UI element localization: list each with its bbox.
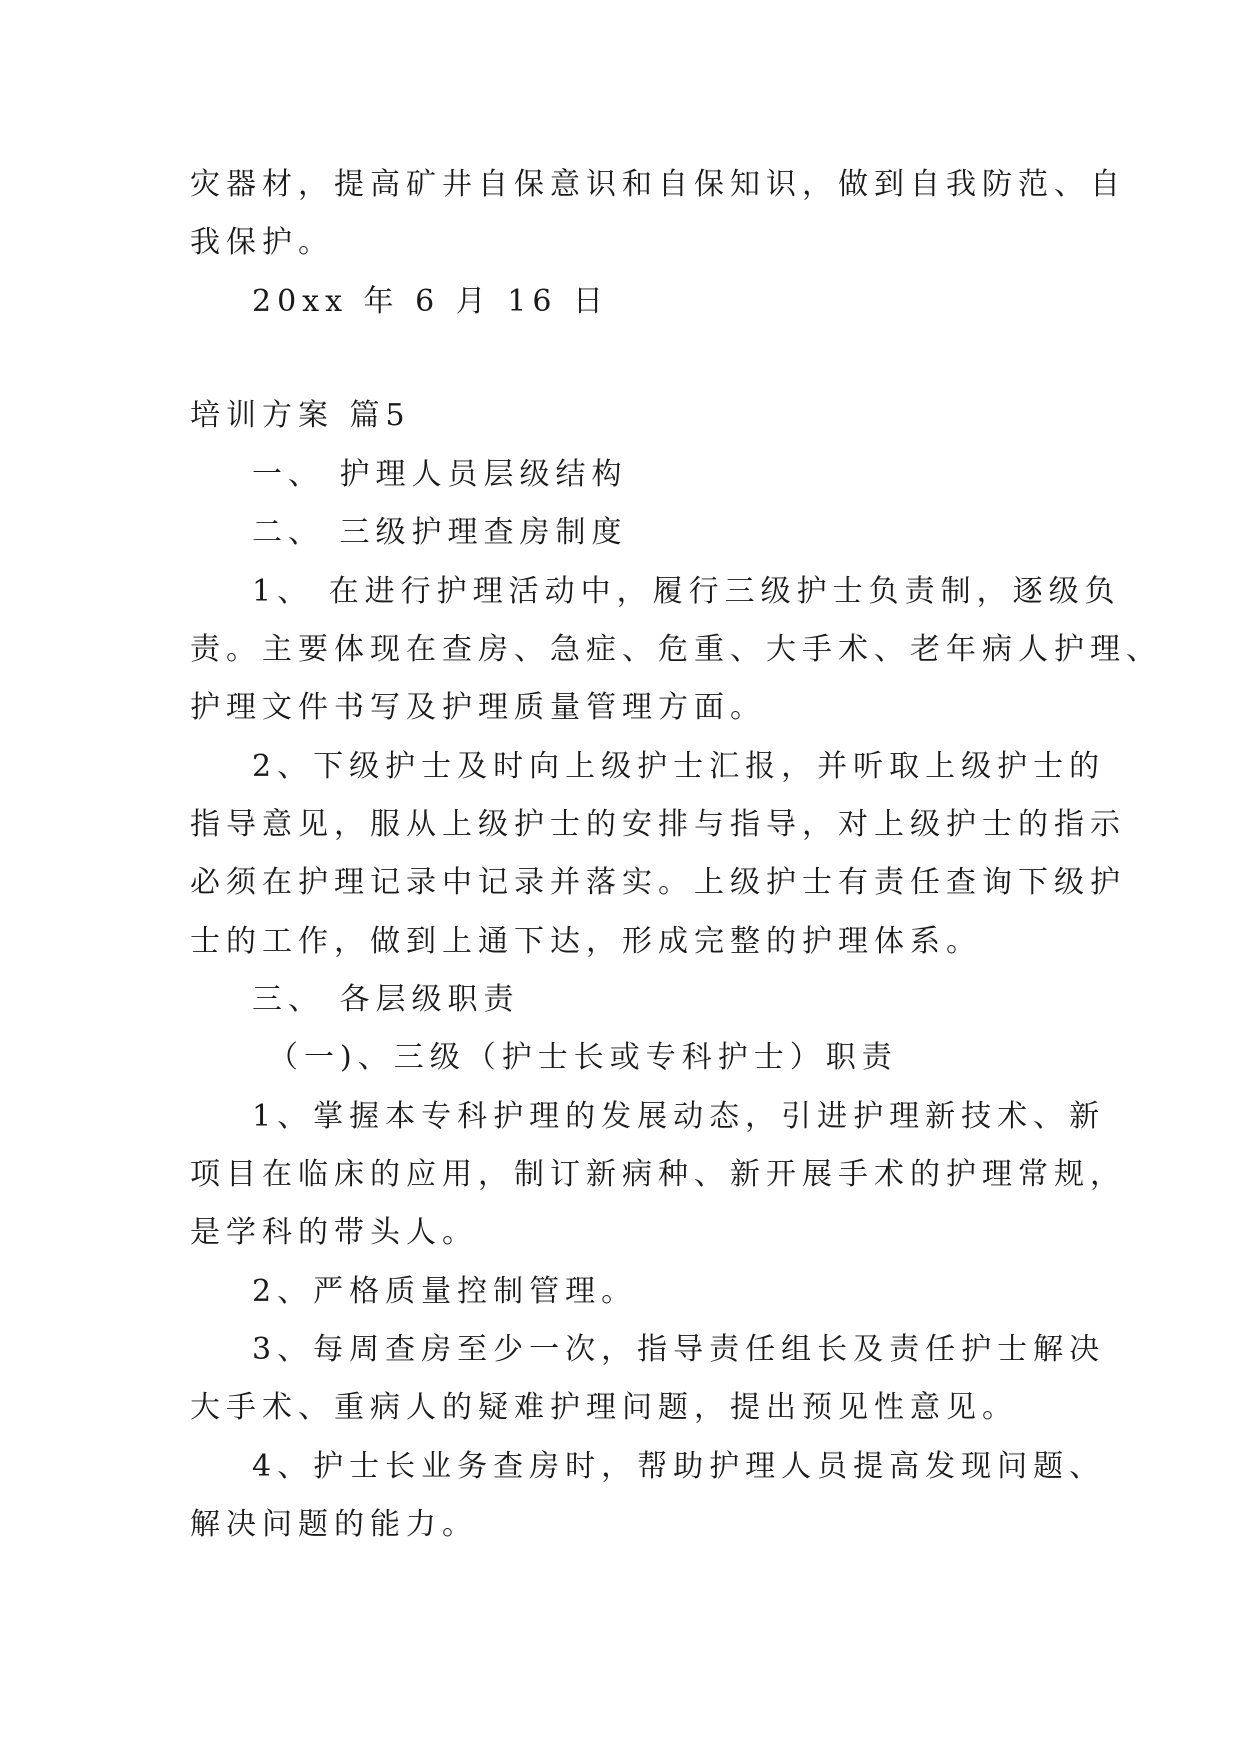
subheading-one: 一、 护理人员层级结构 — [252, 457, 628, 492]
paragraph-line: 指导意见，服从上级护士的安排与指导，对上级护士的指示 — [190, 807, 1126, 842]
paragraph-line: 解决问题的能力。 — [190, 1507, 478, 1542]
paragraph-line: 3、每周查房至少一次，指导责任组长及责任护士解决 — [252, 1332, 1106, 1367]
date-line: 20xx 年 6 月 16 日 — [252, 284, 609, 319]
paragraph-line: 士的工作，做到上通下达，形成完整的护理体系。 — [190, 924, 982, 959]
section-heading: 培训方案 篇5 — [190, 398, 411, 433]
paragraph-line: 2、下级护士及时向上级护士汇报，并听取上级护士的 — [252, 749, 1106, 784]
paragraph-line: 必须在护理记录中记录并落实。上级护士有责任查询下级护 — [190, 865, 1126, 900]
paragraph-line: 2、严格质量控制管理。 — [252, 1274, 638, 1309]
paragraph-line: 是学科的带头人。 — [190, 1215, 478, 1250]
paragraph-line: 灾器材，提高矿井自保意识和自保知识，做到自我防范、自 — [190, 167, 1126, 202]
paragraph-line: 大手术、重病人的疑难护理问题，提出预见性意见。 — [190, 1390, 1018, 1425]
subheading-two: 二、 三级护理查房制度 — [252, 515, 628, 550]
subheading-three: 三、 各层级职责 — [252, 982, 520, 1017]
paragraph-line: 4、护士长业务查房时，帮助护理人员提高发现问题、 — [252, 1449, 1106, 1484]
paragraph-line: 1、 在进行护理活动中，履行三级护士负责制，逐级负 — [252, 574, 1121, 609]
paragraph-line: 项目在临床的应用，制订新病种、新开展手术的护理常规， — [190, 1157, 1126, 1192]
paragraph-line: 1、掌握本专科护理的发展动态，引进护理新技术、新 — [252, 1099, 1106, 1134]
paragraph-line: 责。主要体现在查房、急症、危重、大手术、老年病人护理、 — [190, 632, 1162, 667]
subheading-level-three-duties: （一)、三级（护士长或专科护士）职责 — [268, 1040, 898, 1075]
paragraph-line: 护理文件书写及护理质量管理方面。 — [190, 690, 766, 725]
paragraph-line: 我保护。 — [190, 225, 334, 260]
